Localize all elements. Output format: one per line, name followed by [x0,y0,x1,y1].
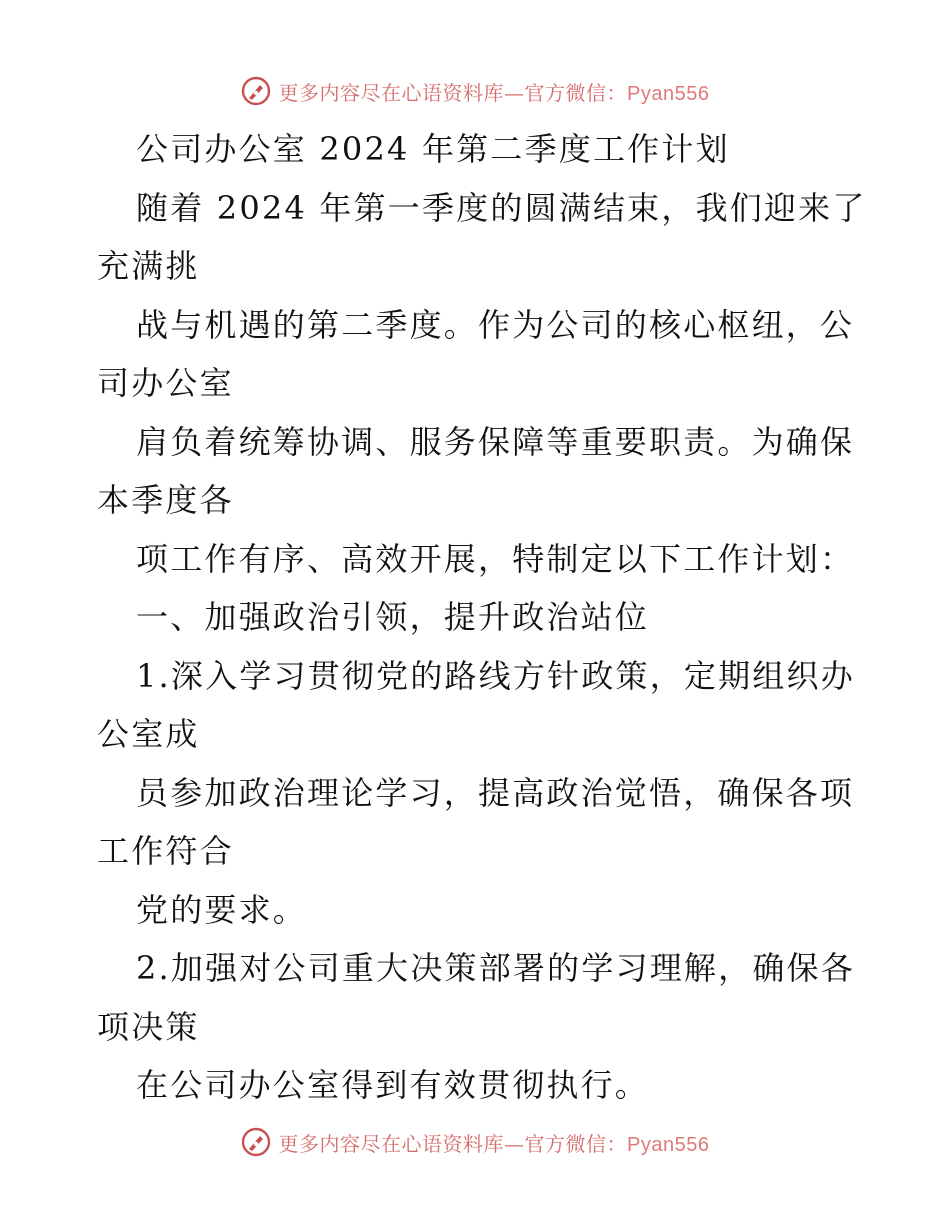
watermark-text: 更多内容尽在心语资料库—官方微信：Pyan556 [278,80,710,105]
text-line: 司办公室 [97,364,234,402]
text-line: 充满挑 [97,247,200,285]
text-line: 肩负着统筹协调、服务保障等重要职责。为确保 [136,422,855,461]
pen-nib-logo-icon [241,1127,271,1157]
text-line: 一、加强政治引领，提升政治站位 [136,598,650,636]
text-line: 2.加强对公司重大决策部署的学习理解，确保各 [136,949,855,987]
text-line: 1.深入学习贯彻党的路线方针政策，定期组织办 [136,656,855,695]
text-line: 战与机遇的第二季度。作为公司的核心枢纽，公 [136,305,855,344]
document-body [97,120,867,1115]
watermark-handle: Pyan556 [627,1133,710,1156]
pen-nib-logo-icon [241,76,271,106]
text-line: 公室成 [97,715,200,753]
watermark-header [0,71,950,111]
text-line: 党的要求。 [136,890,308,929]
watermark-text: 更多内容尽在心语资料库—官方微信：Pyan556 [278,1131,710,1156]
text-line: 随着 2024 年第一季度的圆满结束，我们迎来了 [136,188,867,227]
text-line: 项工作有序、高效开展，特制定以下工作计划： [136,539,855,578]
text-line: 员参加政治理论学习，提高政治觉悟，确保各项 [136,773,855,812]
text-line: 本季度各 [97,481,234,519]
watermark-handle: Pyan556 [627,82,710,105]
text-line: 公司办公室 2024 年第二季度工作计划 [136,130,730,168]
text-line: 工作符合 [97,832,234,870]
text-line: 项决策 [97,1007,200,1046]
text-line: 在公司办公室得到有效贯彻执行。 [136,1066,650,1104]
watermark-footer [0,1122,950,1162]
